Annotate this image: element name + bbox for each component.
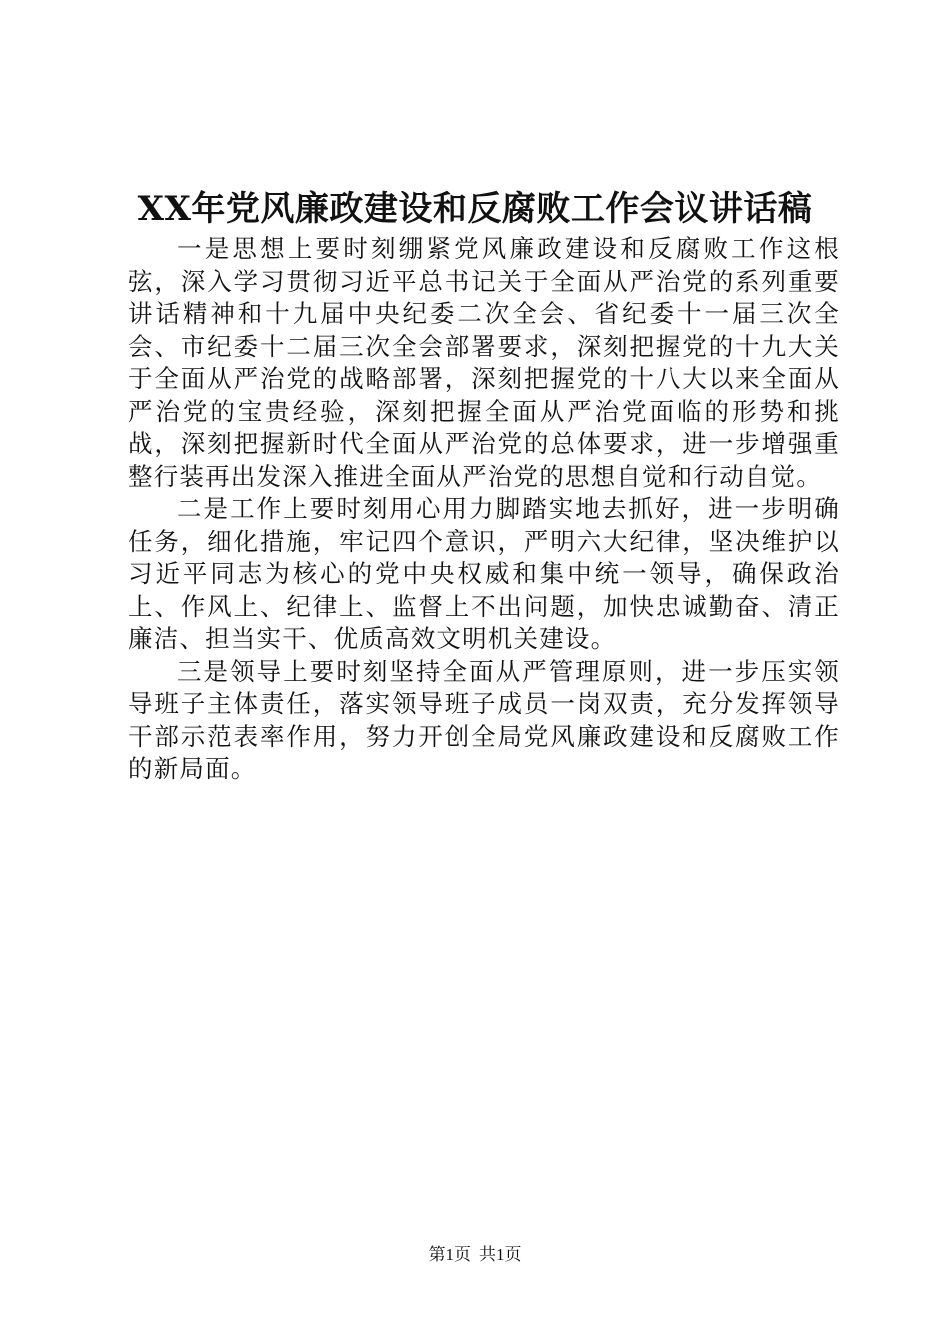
- page-number-total: 共1页: [479, 1245, 522, 1264]
- page-footer: [0, 1244, 950, 1266]
- paragraph-2: 二是工作上要时刻用心用力脚踏实地去抓好，进一步明确任务，细化措施，牢记四个意识，严明六大纪律，坚决维护以习近平同志为核心的党中央权威和集中统一领导，确保政治上、作风上、纪律上、监督上不出问题，加快忠诚勤奋、清正廉洁、担当实干、优质高效文明机关建设。: [128, 494, 840, 653]
- document-body: [128, 233, 840, 786]
- paragraph-1: 一是思想上要时刻绷紧党风廉政建设和反腐败工作这根弦，深入学习贯彻习近平总书记关于全面从严治党的系列重要讲话精神和十九届中央纪委二次全会、省纪委十一届三次全会、市纪委十二届三次全会部署要求，深刻把握党的十九大关于全面从严治党的战略部署，深刻把握党的十八大以来全面从严治党的宝贵经验，深刻把握全面从严治党面临的形势和挑战，深刻把握新时代全面从严治党的总体要求，进一步增强重整行装再出发深入推进全面从严治党的思想自觉和行动自觉。: [128, 234, 840, 491]
- document-title: XX年党风廉政建设和反腐败工作会议讲话稿: [137, 189, 813, 229]
- paragraph-3: 三是领导上要时刻坚持全面从严管理原则，进一步压实领导班子主体责任，落实领导班子成员一岗双责，充分发挥领导干部示范表率作用，努力开创全局党风廉政建设和反腐败工作的新局面。: [128, 656, 840, 783]
- page-number-current: 第1页: [428, 1245, 471, 1264]
